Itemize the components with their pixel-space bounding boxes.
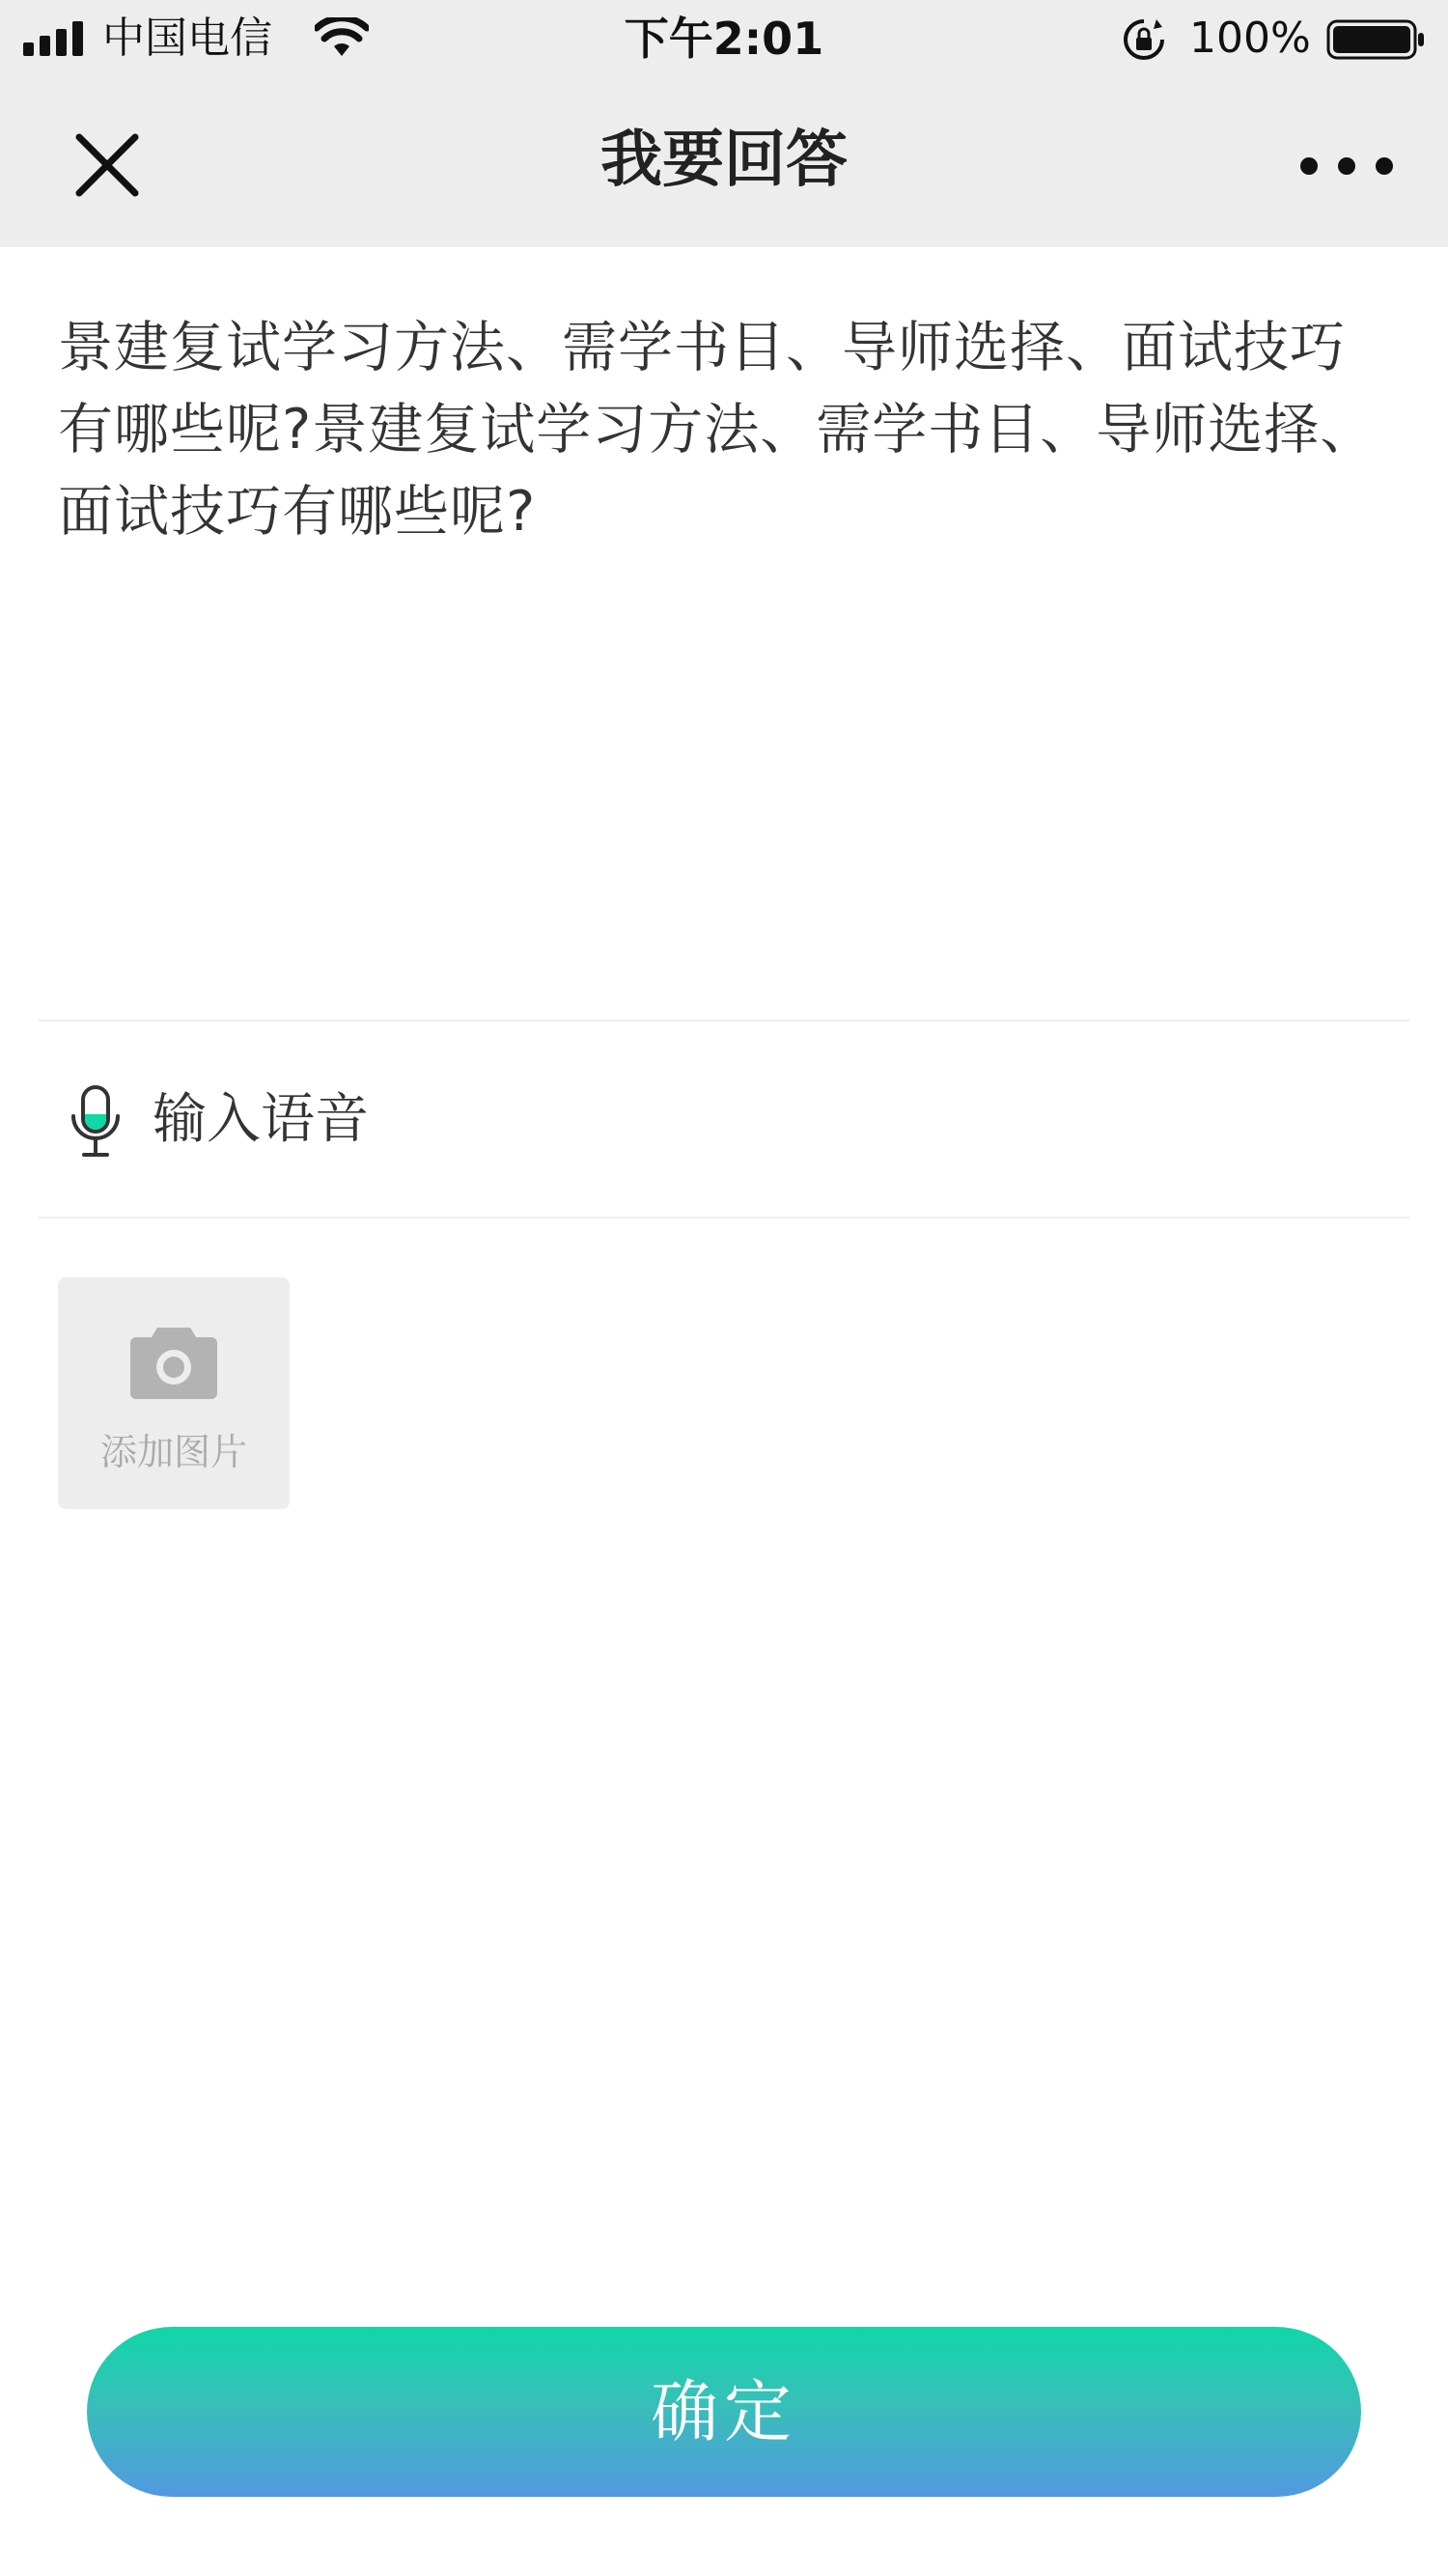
answer-textarea[interactable]: 景建复试学习方法、需学书目、导师选择、面试技巧有哪些呢?景建复试学习方法、需学书目、导师选择、面试技巧有哪些呢?: [58, 316, 1377, 544]
more-icon[interactable]: [1294, 147, 1400, 185]
confirm-button[interactable]: 确定: [87, 2327, 1361, 2497]
status-time: 下午2:01: [624, 13, 824, 65]
divider: [39, 1217, 1409, 1218]
battery-percent: 100%: [1189, 14, 1311, 63]
carrier-name: 中国电信: [102, 14, 272, 63]
voice-input-label: 输入语音: [153, 1088, 369, 1151]
add-image-label: 添加图片: [99, 1431, 247, 1473]
voice-input-button[interactable]: [39, 1022, 1409, 1217]
nav-bar: [0, 77, 1448, 247]
microphone-icon: [68, 1083, 124, 1161]
status-bar: [0, 0, 1448, 77]
camera-icon: [128, 1322, 219, 1401]
page-title: 我要回答: [600, 125, 848, 196]
battery-icon: [1326, 17, 1427, 62]
rotation-lock-icon: [1122, 17, 1166, 62]
add-image-button[interactable]: [58, 1277, 290, 1509]
